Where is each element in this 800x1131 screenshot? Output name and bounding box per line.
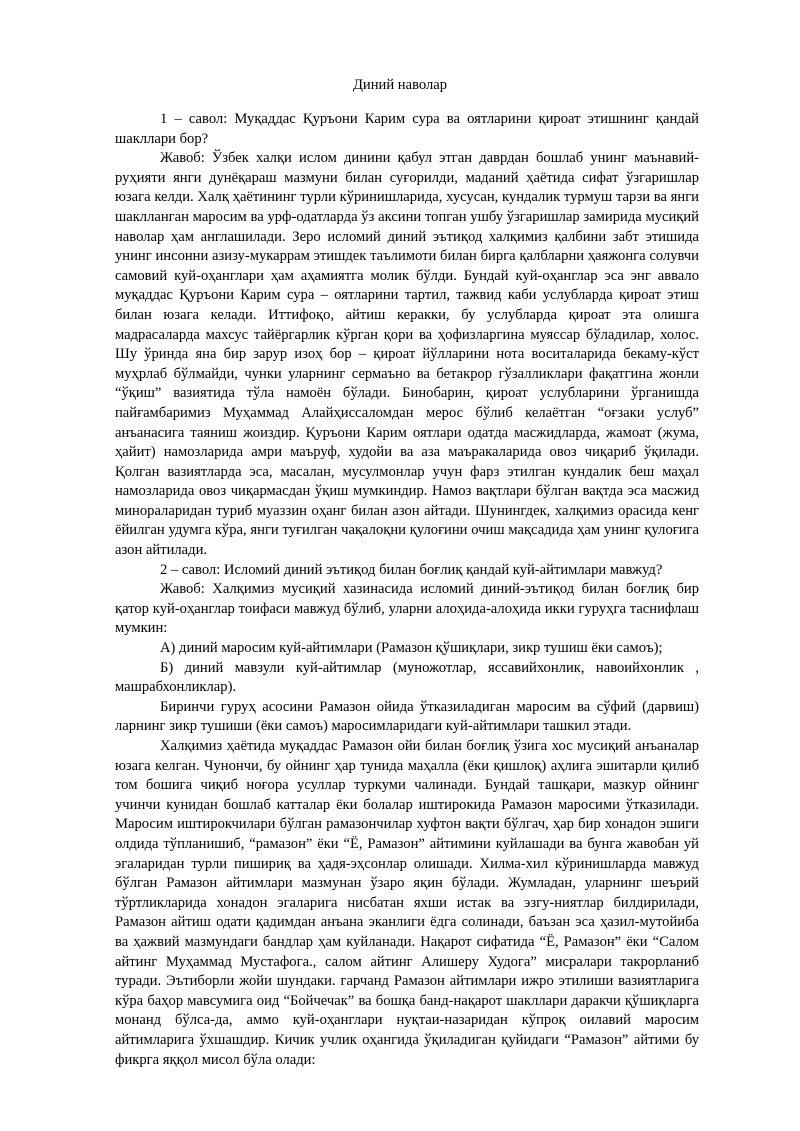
paragraph-answer-1: Жавоб: Ўзбек халқи ислом динини қабул этган даврдан бошлаб унинг маънавий-руҳияти янги дунёқараш мазмуни билан суғорилди, маданий ҳаётида сифат ўзгаришлар юзага келди. Халқ ҳаётининг турли кўринишларида, хусусан, кундалик турмуш тарзи ва янги шаклланган маросим ва урф-одатларда ўз аксини топган ушбу ўзгаришлар замирида мусиқий наволар ҳам англашилади. Зеро исломий диний эътиқод халқимиз қалбини забт этишида унинг инсонни азизу-мукаррам этишдек таълимоти билан бирга қалбларни ҳаяжонга солувчи самовий куй-оҳанглари ҳам аҳамиятга молик бўлди. Бундай куй-оҳанглар эса энг аввало муқаддас Қуръони Карим сура – оятларини тартил, тажвид каби услубларда қироат этиш билан юзага келади. Иттифоқо, айтиш керакки, бу услубларда қироат эта олишга мадрасаларда махсус тайёргарлик кўрган қори ва ҳофизларгина муяссар бўладилар, холос. Шу ўринда яна бир зарур изоҳ бор – қироат йўлларини нота воситаларида бекаму-кўст муҳрлаб бўлмайди, чунки уларнинг сермаъно ва бетакрор гўзалликлари фақатгина жонли “ўқиш” вазиятида тўла намоён бўлади. Бинобарин, қироат услубларини ўрганишда пайғамбаримиз Муҳаммад Алайҳиссаломдан мерос бўлиб келаётган “оғзаки услуб” анъанасига таяниш жоиздир. Қуръони Карим оятлари одатда масжидларда, жамоат (жума, ҳайит) намозларида амри маъруф, худойи ва аза маъракаларида овоз чиқариб ўқилади. Қолган вазиятларда эса, масалан, мусулмонлар учун фарз этилган кундалик беш маҳал намозларида овоз чиқармасдан ўқиш мумкиндир. Намоз вақтлари бўлган вақтда эса масжид минораларидан туриб муаззин оҳанг билан азон айтади. Шунингдек, халқимиз орасида кенг ёйилган удумга кўра, янги туғилган чақалоқни қулоғини очиш мақсадида ҳам унинг қулоғига азон айтилади. — [115, 150, 699, 559]
paragraph-list-item-b: Б) диний мавзули куй-айтимлар (муножотлар, яссавийхонлик, навоийхонлик , машрабхонликлар). — [115, 659, 699, 696]
paragraph-question-1: 1 – савол: Муқаддас Қуръони Карим сура ва оятларини қироат этишнинг қандай шакллари бор? — [115, 111, 699, 147]
document-title: Диний наволар — [352, 77, 448, 93]
paragraph-list-item-a: А) диний маросим куй-айтимлари (Рамазон қўшиқлари, зикр тушиш ёки самоъ); — [160, 640, 663, 657]
paragraph-ramadan-traditions: Халқимиз ҳаётида муқаддас Рамазон ойи билан боғлиқ ўзига хос мусиқий анъаналар юзага келган. Чунончи, бу ойнинг ҳар тунида маҳалла (ёки қишлоқ) аҳлига эшитарли қилиб том бошига чиқиб ноғора усуллар туркуми чалинади. Бундай ташқари, мазкур ойнинг учинчи кунидан бошлаб катталар ёки болалар иштирокида Рамазон маросими ўтказилади. Маросим иштирокчилари бўлган рамазончилар хуфтон вақти бўлгач, ҳар бир хонадон эшиги олдида тўпланишиб, “рамазон” ёки “Ё, Рамазон” айтимини куйлашади ва бунга жавобан уй эгаларидан турли пишириқ ва ҳадя-эҳсонлар олишади. Хилма-хил кўринишларда мавжуд бўлган Рамазон айтимлари мазмунан ўзаро яқин бўлади. Жумладан, уларнинг шеърий тўртликларида хонадон эгаларига нисбатан яхши истак ва эзгу-ниятлар билдирилади, Рамазон айтиш одати қадимдан анъана эканлиги ёдга солинади, баъзан эса ҳазил-мутойиба ва ҳажвий мазмундаги бандлар ҳам куйланади. Нақарот сифатида “Ё, Рамазон” ёки “Салом айтинг Муҳаммад Мустафога., салом айтинг Алишеру Худога” мисралари такрорланиб туради. Эътиборли жойи шундаки. гарчанд Рамазон айтимлари ижро этилиши вазиятларига кўра баҳор мавсумига оид “Бойчечак” ва бошқа банд-нақарот шакллари даракчи қўшиқларга монанд бўлса-да, аммо куй-оҳанглари нуқтаи-назаридан кўпроқ оилавий маросим айтимларига ўхшашдир. Кичик учлик оҳангида ўқиладиган қуйидаги “Рамазон” айтими бу фикрга яққол мисол бўла олади: — [115, 738, 699, 1068]
paragraph-first-group: Биринчи гуруҳ асосини Рамазон ойида ўтказиладиган маросим ва сўфий (дарвиш) ларнинг зикр тушиши (ёки самоъ) маросимларидаги куй-айтимлари ташкил этади. — [115, 698, 699, 735]
paragraph-question-2: 2 – савол: Исломий диний эътиқод билан боғлиқ қандай куй-айтимлари мавжуд? — [160, 561, 663, 578]
paragraph-answer-2: Жавоб: Халқимиз мусиқий хазинасида исломий диний-эътиқод билан боғлиқ бир қатор куй-оҳанглар тоифаси мавжуд бўлиб, уларни алоҳида-алоҳида икки гуруҳга таснифлаш мумкин: — [115, 581, 699, 637]
document-body — [115, 110, 699, 1070]
